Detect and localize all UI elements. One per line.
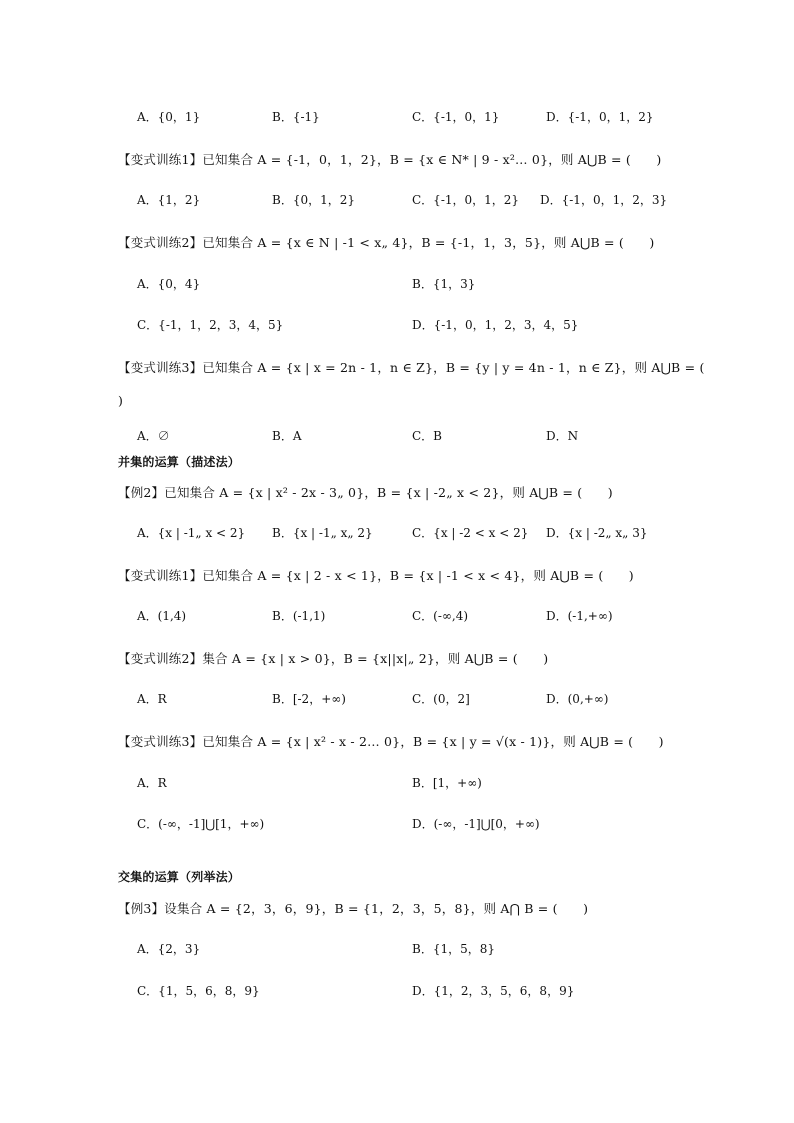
option-b: B．(-1,1) — [272, 609, 326, 623]
option-d: D．N — [546, 429, 579, 443]
option-a: A．{x | -1„ x < 2} — [137, 526, 246, 540]
option-d: D．{1，2，3，5，6，8，9} — [412, 984, 575, 998]
option-d: D．{x | -2„ x„ 3} — [546, 526, 648, 540]
option-c: C．{-1，0，1，2} — [412, 193, 520, 207]
option-c: C．{1，5，6，8，9} — [137, 984, 260, 998]
option-a: A．(1,4) — [137, 609, 187, 623]
option-b: B．{x | -1„ x„ 2} — [272, 526, 373, 540]
option-d: D．{-1，0，1，2，3} — [540, 193, 668, 207]
question-text: 【例2】已知集合 A = {x | x² - 2x - 3„ 0}，B = {x | -2„ x < 2}，则 A⋃B = ( ) — [118, 485, 613, 500]
option-d: D．(0,+∞) — [546, 692, 609, 706]
option-c: C．{x | -2 < x < 2} — [412, 526, 529, 540]
option-c: C．{-1，1，2，3，4，5} — [137, 318, 284, 332]
question-text: 【变式训练1】已知集合 A = {-1，0，1，2}，B = {x ∈ N* | 9 - x²… 0}，则 A⋃B = ( ) — [118, 152, 662, 167]
option-a: A．{0，1} — [137, 110, 201, 124]
question-text: 【例3】设集合 A = {2，3，6，9}，B = {1，2，3，5，8}，则 A⋂ B = ( ) — [118, 901, 589, 916]
question-text-continued: ) — [118, 393, 124, 408]
question-text: 【变式训练2】已知集合 A = {x ∈ N | -1 < x„ 4}，B = {-1，1，3，5}，则 A⋃B = ( ) — [118, 235, 655, 250]
question-text: 【变式训练3】已知集合 A = {x | x = 2n - 1，n ∈ Z}，B = {y | y = 4n - 1，n ∈ Z}，则 A⋃B = ( — [118, 360, 705, 375]
option-c: C．B — [412, 429, 443, 443]
option-b: B．[-2，+∞) — [272, 692, 346, 706]
option-c: C．(-∞，-1]⋃[1，+∞) — [137, 817, 265, 831]
option-b: B．{0，1，2} — [272, 193, 355, 207]
question-text: 【变式训练1】已知集合 A = {x | 2 - x < 1}，B = {x | -1 < x < 4}，则 A⋃B = ( ) — [118, 568, 634, 583]
option-d: D．(-1,+∞) — [546, 609, 613, 623]
option-c: C．(0，2] — [412, 692, 470, 706]
question-text: 【变式训练3】已知集合 A = {x | x² - x - 2… 0}，B = {x | y = √(x - 1)}，则 A⋃B = ( ) — [118, 734, 664, 749]
section-heading: 交集的运算（列举法） — [118, 870, 241, 884]
option-c: C．{-1，0，1} — [412, 110, 500, 124]
option-a: A．R — [137, 776, 167, 790]
option-b: B．A — [272, 429, 302, 443]
option-a: A．∅ — [137, 429, 170, 443]
option-d: D．{-1，0，1，2，3，4，5} — [412, 318, 579, 332]
option-c: C．(-∞,4) — [412, 609, 469, 623]
option-d: D．(-∞，-1]⋃[0，+∞) — [412, 817, 540, 831]
option-b: B．{1，3} — [412, 277, 476, 291]
option-b: B．{-1} — [272, 110, 320, 124]
section-heading: 并集的运算（描述法） — [118, 455, 241, 469]
option-b: B．[1，+∞) — [412, 776, 482, 790]
option-d: D．{-1，0，1，2} — [546, 110, 654, 124]
option-b: B．{1，5，8} — [412, 942, 495, 956]
option-a: A．{1，2} — [137, 193, 201, 207]
question-text: 【变式训练2】集合 A = {x | x > 0}，B = {x||x|„ 2}，则 A⋃B = ( ) — [118, 651, 549, 666]
option-a: A．{2，3} — [137, 942, 201, 956]
option-a: A．{0，4} — [137, 277, 201, 291]
option-a: A．R — [137, 692, 167, 706]
